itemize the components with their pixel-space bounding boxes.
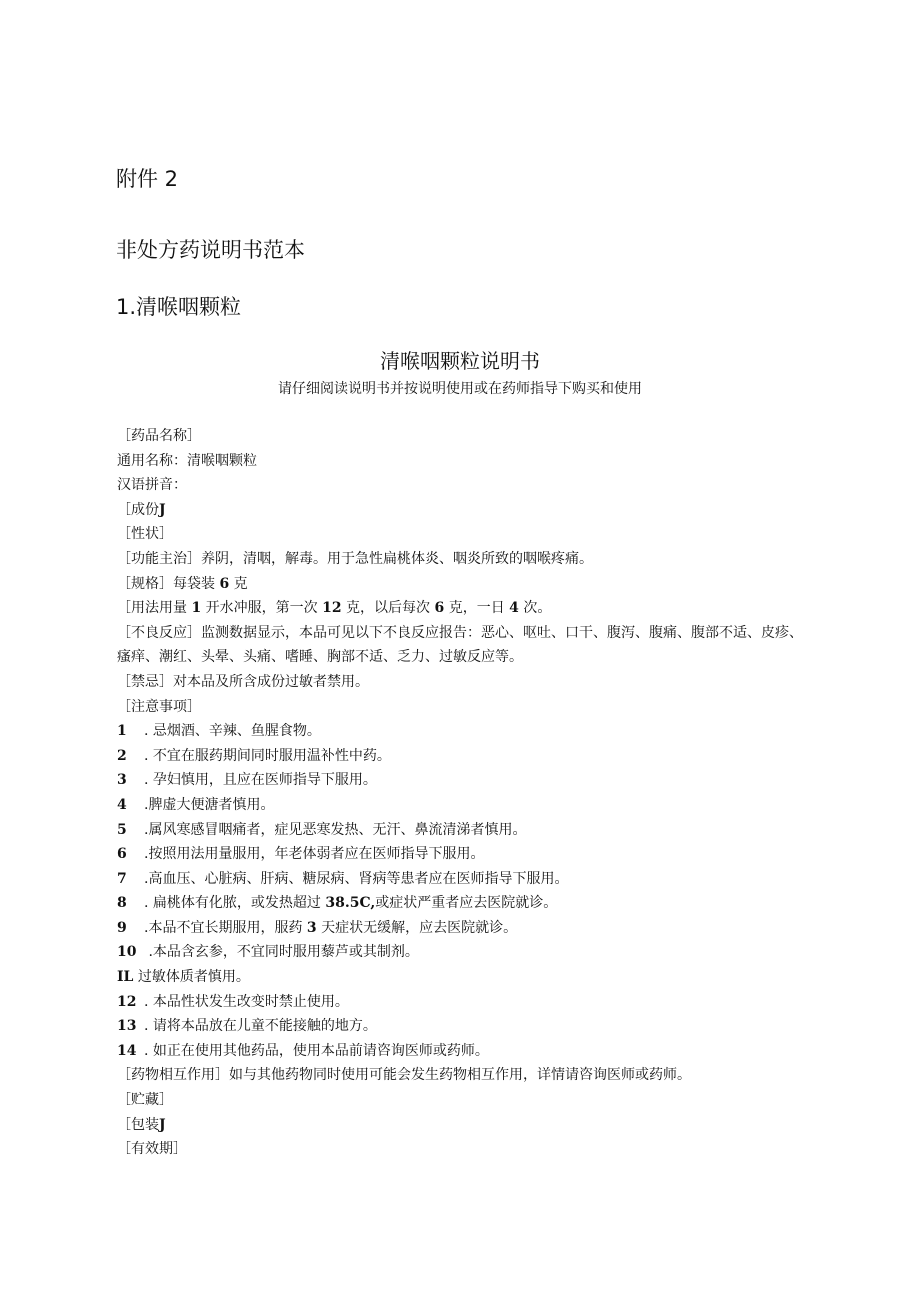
list-item bbox=[117, 916, 807, 941]
item-text: 或症状严重者应去医院就诊。 bbox=[375, 895, 558, 912]
item-number: 14 bbox=[117, 1042, 137, 1059]
item-number: 7 bbox=[117, 870, 127, 887]
item-number: 1 bbox=[117, 723, 127, 740]
item-number: 3 bbox=[117, 772, 127, 789]
section-mark: J bbox=[159, 1116, 166, 1133]
item-text: . 本品性状发生改变时禁止使用。 bbox=[144, 993, 349, 1010]
usage-value: 4 bbox=[509, 600, 519, 617]
section-text: 每袋装 bbox=[173, 575, 215, 592]
section-usage bbox=[117, 596, 807, 621]
section-interactions bbox=[117, 1063, 807, 1088]
section-spec bbox=[117, 572, 807, 597]
list-item bbox=[117, 768, 807, 793]
section-label: ［规格］ bbox=[117, 575, 173, 592]
section-ingredients bbox=[117, 498, 807, 523]
days-value: 3 bbox=[306, 919, 317, 936]
item-text: .脾虚大便溏者慎用。 bbox=[144, 796, 275, 813]
section-text: 克，以后每次 bbox=[346, 600, 431, 617]
item-number: 10 bbox=[117, 944, 137, 961]
section-label: ［不良反应］ bbox=[117, 624, 201, 641]
section-packaging bbox=[117, 1113, 807, 1138]
list-item bbox=[117, 891, 807, 916]
item-text: . 如正在使用其他药品，使用本品前请咨询医师或药师。 bbox=[144, 1042, 489, 1059]
section-storage: ［贮藏］ bbox=[117, 1092, 173, 1109]
insert-title: 清喉咽颗粒说明书 bbox=[380, 349, 540, 373]
section-adverse bbox=[117, 621, 807, 670]
item-number: 5 bbox=[117, 821, 127, 838]
section-label: ［药物相互作用］ bbox=[117, 1067, 229, 1084]
item-number: IL bbox=[117, 969, 134, 986]
item-number: 6 bbox=[117, 846, 127, 863]
annex-label: 附件 2 bbox=[116, 167, 179, 191]
precautions-list-tail bbox=[117, 990, 807, 1064]
section-text: 对本品及所含成份过敏者禁用。 bbox=[173, 673, 369, 690]
list-item bbox=[117, 818, 807, 843]
drug-heading: 1.清喉咽颗粒 bbox=[116, 295, 242, 319]
item-text: 过敏体质者慎用。 bbox=[137, 969, 250, 986]
item-text: . 不宜在服药期间同时服用温补性中药。 bbox=[144, 747, 391, 764]
list-item bbox=[117, 867, 807, 892]
pinyin: 汉语拼音： bbox=[117, 477, 187, 494]
temperature-value: 38.5C, bbox=[325, 895, 376, 912]
section-expiry: ［有效期］ bbox=[117, 1141, 187, 1158]
item-number: 12 bbox=[117, 993, 137, 1010]
insert-body bbox=[117, 424, 807, 1162]
section-drug-name bbox=[117, 424, 807, 449]
usage-value: 6 bbox=[434, 600, 445, 617]
section-label: ［成份 bbox=[117, 501, 159, 518]
item-number: 9 bbox=[117, 919, 127, 936]
section-text: 克，一日 bbox=[448, 600, 505, 617]
item-text: .按照用法用量服用，年老体弱者应在医师指导下服用。 bbox=[144, 846, 485, 863]
spec-value: 6 bbox=[219, 575, 230, 592]
item-number: 13 bbox=[117, 1018, 137, 1035]
section-contraindications bbox=[117, 670, 807, 695]
section-label: ［包装 bbox=[117, 1116, 159, 1133]
list-item bbox=[117, 719, 807, 744]
list-item bbox=[117, 940, 807, 965]
item-text: .高血压、心脏病、肝病、糖尿病、肾病等患者应在医师指导下服用。 bbox=[144, 870, 569, 887]
section-text: 次。 bbox=[523, 600, 552, 617]
insert-notice: 请仔细阅读说明书并按说明使用或在药师指导下购买和使用 bbox=[278, 381, 642, 397]
section-label: ［禁忌］ bbox=[117, 673, 173, 690]
item-text: . 扁桃体有化脓，或发热超过 bbox=[144, 895, 321, 912]
item-number: 8 bbox=[117, 895, 127, 912]
list-item bbox=[117, 744, 807, 769]
section-indications bbox=[117, 547, 807, 572]
section-label: ［功能主治］ bbox=[117, 550, 201, 567]
item-text: . 孕妇慎用，且应在医师指导下服用。 bbox=[144, 772, 377, 789]
item-text: 天症状无缓解，应去医院就诊。 bbox=[321, 919, 518, 936]
usage-value: 12 bbox=[322, 600, 342, 617]
usage-value: 1 bbox=[191, 600, 202, 617]
section-mark: J bbox=[159, 501, 166, 518]
section-label: ［药品名称］ bbox=[117, 428, 201, 444]
list-item bbox=[117, 1014, 807, 1039]
section-precautions: ［注意事项］ bbox=[117, 698, 201, 715]
section-text: 养阴，清咽，解毒。用于急性扁桃体炎、咽炎所致的咽喉疼痛。 bbox=[201, 550, 593, 567]
list-item bbox=[117, 793, 807, 818]
item-text: .属风寒感冒咽痛者，症见恶寒发热、无汗、鼻流清涕者慎用。 bbox=[144, 821, 527, 838]
list-item bbox=[117, 1039, 807, 1064]
item-text: . 忌烟酒、辛辣、鱼腥食物。 bbox=[144, 723, 321, 740]
section-text: 克 bbox=[233, 575, 248, 592]
section-properties: ［性状］ bbox=[117, 526, 173, 543]
generic-name: 通用名称：清喉咽颗粒 bbox=[117, 452, 257, 469]
precautions-list bbox=[117, 719, 807, 891]
list-item bbox=[117, 965, 807, 990]
section-text: 如与其他药物同时使用可能会发生药物相互作用，详情请咨询医师或药师。 bbox=[229, 1067, 691, 1084]
section-text: 监测数据显示，本品可见以下不良反应报告：恶心、呕吐、口干、腹泻、腹痛、腹部不适、皮疹、瘙痒、潮红、头晕、头痛、嗜睡、胸部不适、乏力、过敏反应等。 bbox=[117, 624, 803, 666]
list-item bbox=[117, 842, 807, 867]
item-text: .本品含玄参，不宜同时服用藜芦或其制剂。 bbox=[148, 944, 419, 961]
section-label: ［用法用量 bbox=[117, 600, 187, 617]
item-text: .本品不宜长期服用，服药 bbox=[144, 919, 303, 936]
section-text: 开水冲服，第一次 bbox=[205, 600, 318, 617]
item-number: 4 bbox=[117, 796, 127, 813]
document-title: 非处方药说明书范本 bbox=[116, 238, 305, 262]
item-number: 2 bbox=[117, 747, 127, 764]
item-text: . 请将本品放在儿童不能接触的地方。 bbox=[144, 1018, 377, 1035]
list-item bbox=[117, 990, 807, 1015]
